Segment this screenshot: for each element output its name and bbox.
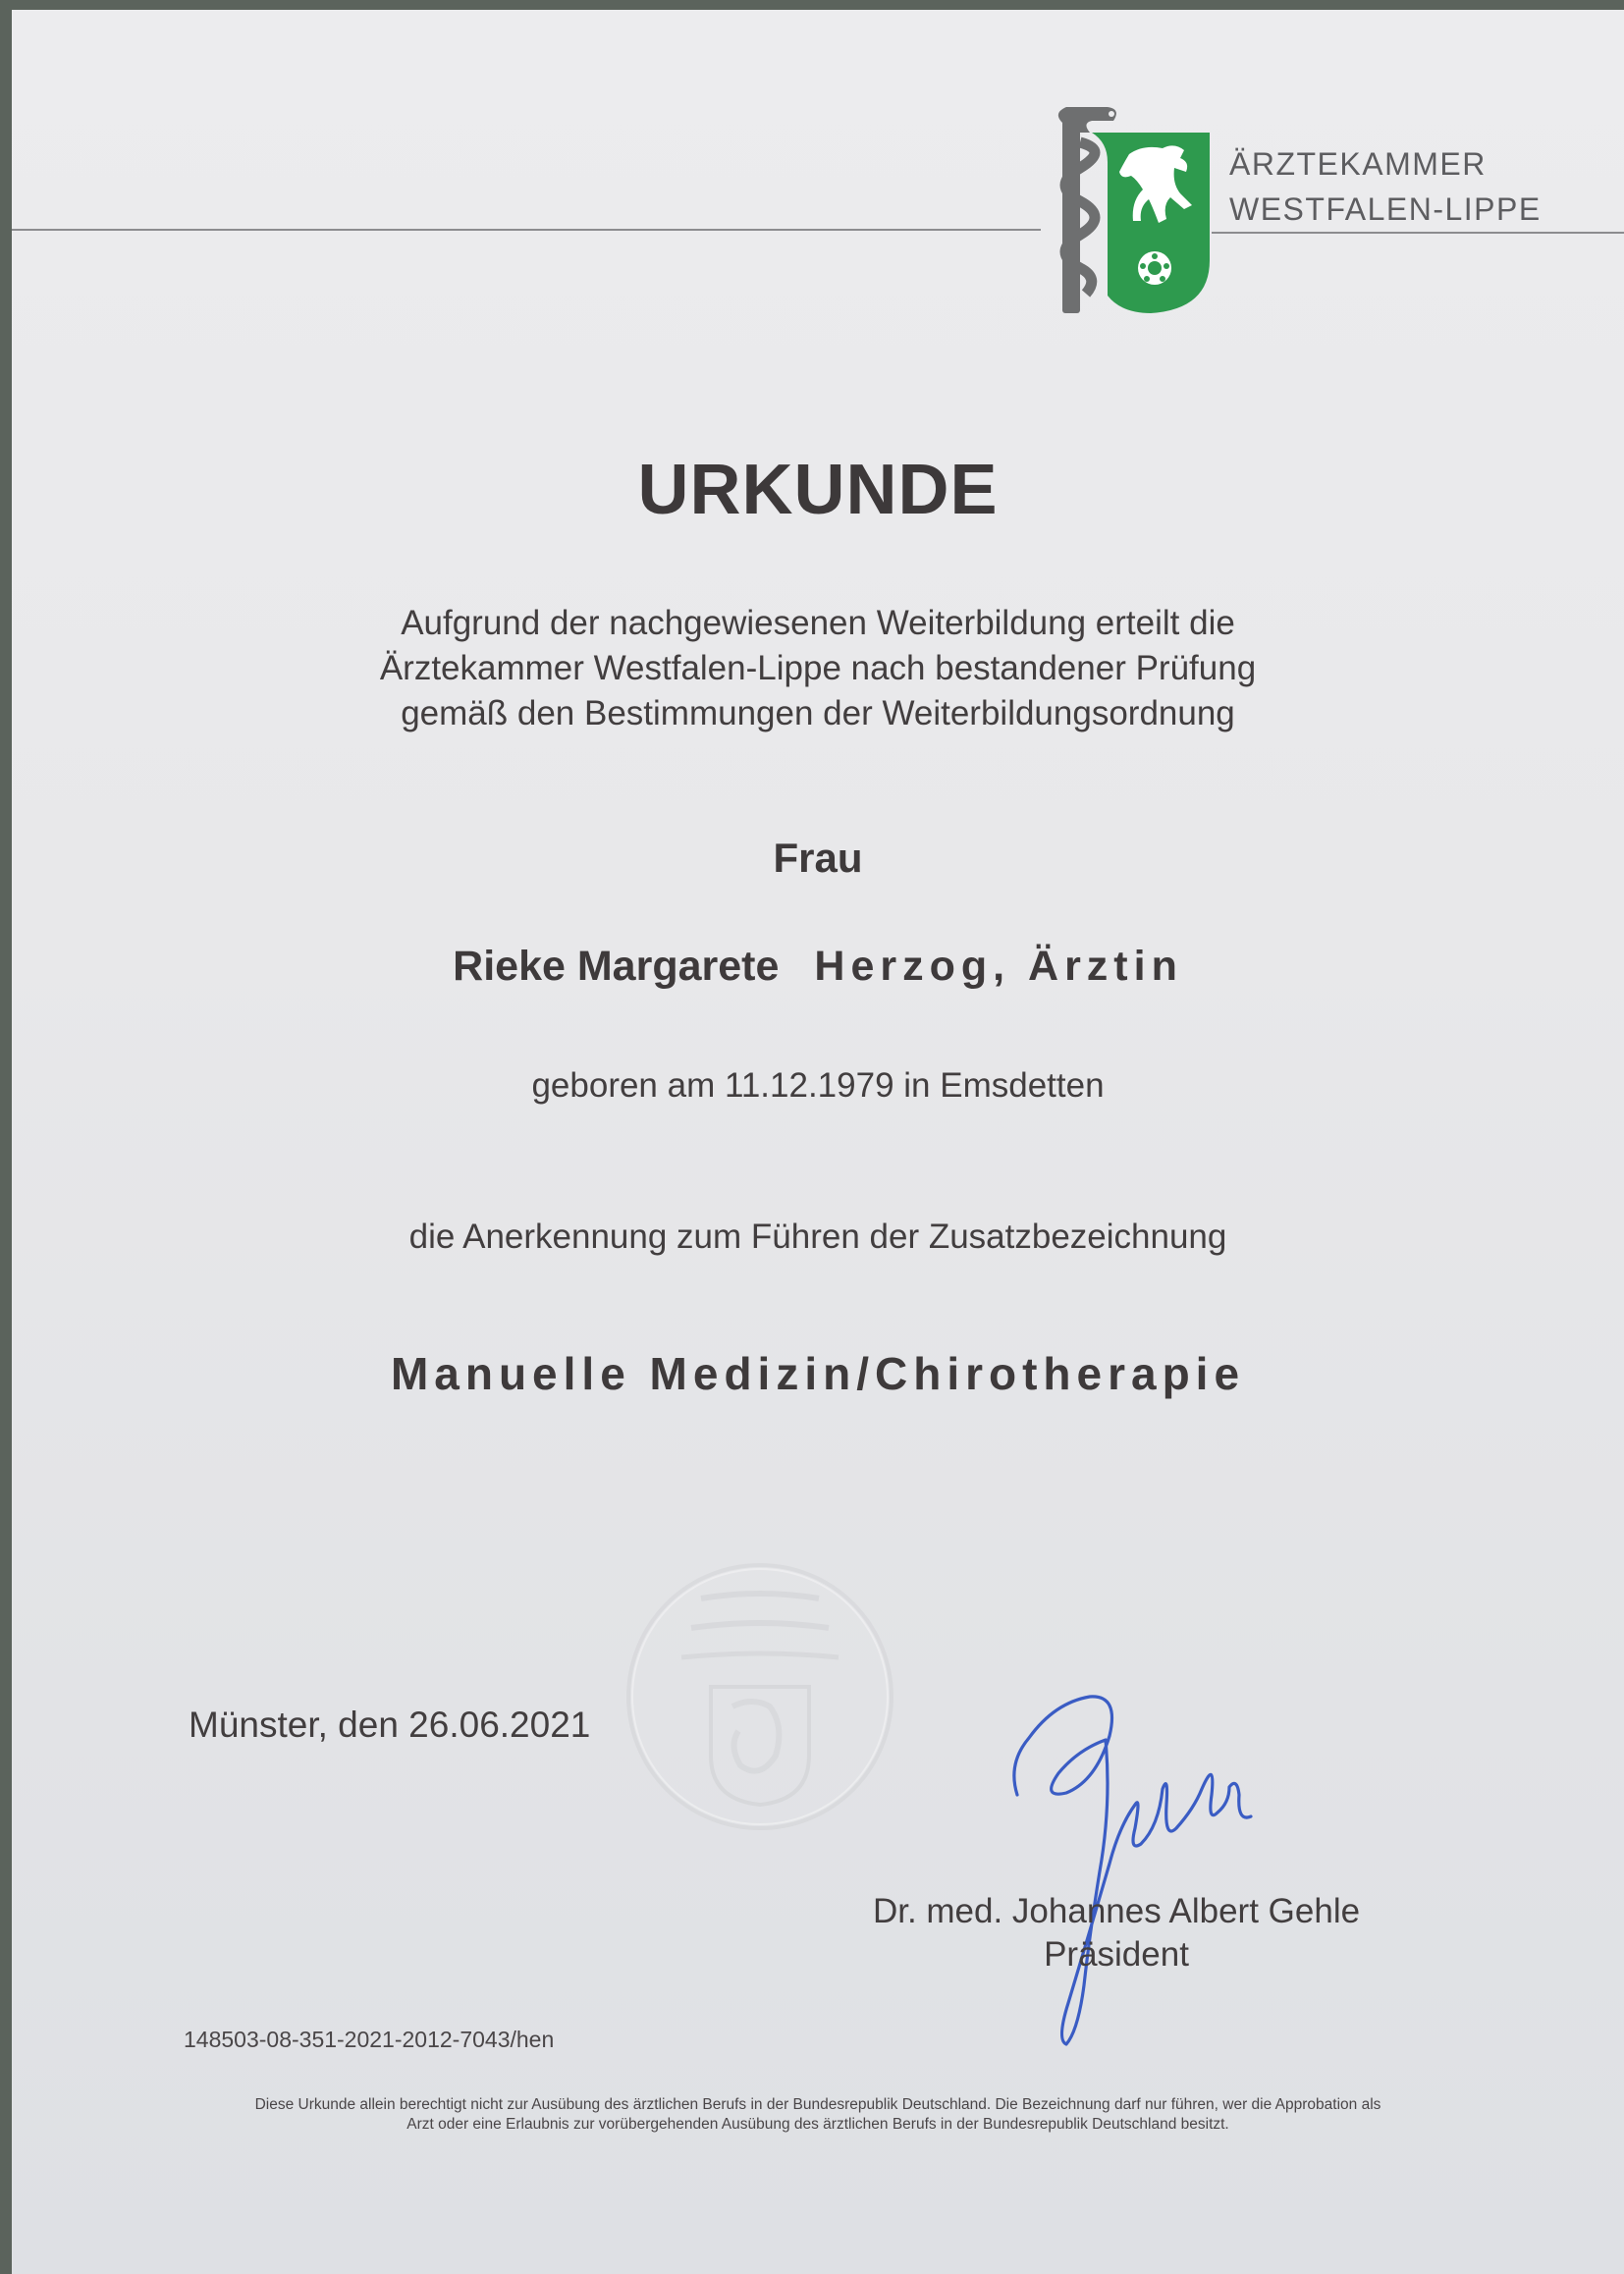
certificate-title: URKUNDE (637, 451, 999, 529)
chamber-logo-icon (1053, 103, 1229, 319)
salutation: Frau (773, 835, 863, 881)
chamber-name-line-2: WESTFALEN-LIPPE (1229, 191, 1542, 227)
footnote-line-2: Arzt oder eine Erlaubnis zur vorübergehenden Ausübung des ärztlichen Berufs in der Bundesrepublik Deutschland besitzt. (406, 2116, 1229, 2133)
signer-name: Dr. med. Johannes Albert Gehle (872, 1892, 1361, 1930)
birth-line: geboren am 11.12.1979 in Emsdetten (531, 1066, 1105, 1105)
signature-icon (994, 1679, 1318, 2062)
chamber-name (1229, 141, 1542, 232)
footnote-line-1: Diese Urkunde allein berechtigt nicht zur Ausübung des ärztlichen Berufs in der Bundesrepublik Deutschland. Die Bezeichnung darf nur führen, wer die Approbation als (254, 2096, 1381, 2113)
legal-footnote (12, 2095, 1624, 2135)
place-date: Münster, den 26.06.2021 (189, 1705, 591, 1745)
header-rule-right (1212, 232, 1624, 234)
qualification-title: Manuelle Medizin/Chirotherapie (390, 1348, 1246, 1399)
recognition-line: die Anerkennung zum Führen der Zusatzbezeichnung (408, 1218, 1227, 1256)
intro-paragraph (12, 601, 1624, 736)
intro-line-2: Ärztekammer Westfalen-Lippe nach bestandener Prüfung (379, 649, 1257, 687)
recipient-name (12, 943, 1624, 991)
header-rule-left (12, 229, 1041, 231)
recipient-surname-title: Herzog, Ärztin (814, 943, 1183, 990)
certificate-page (12, 10, 1624, 2274)
embossed-seal-icon (623, 1559, 897, 1834)
intro-line-3: gemäß den Bestimmungen der Weiterbildungsordnung (401, 694, 1235, 732)
reference-number: 148503-08-351-2021-2012-7043/hen (184, 2027, 555, 2052)
recipient-given-names: Rieke Margarete (453, 943, 780, 990)
signer-block (866, 1890, 1367, 1976)
intro-line-1: Aufgrund der nachgewiesenen Weiterbildung erteilt die (401, 604, 1235, 642)
signer-role: Präsident (1044, 1935, 1189, 1974)
chamber-name-line-1: ÄRZTEKAMMER (1229, 146, 1487, 182)
